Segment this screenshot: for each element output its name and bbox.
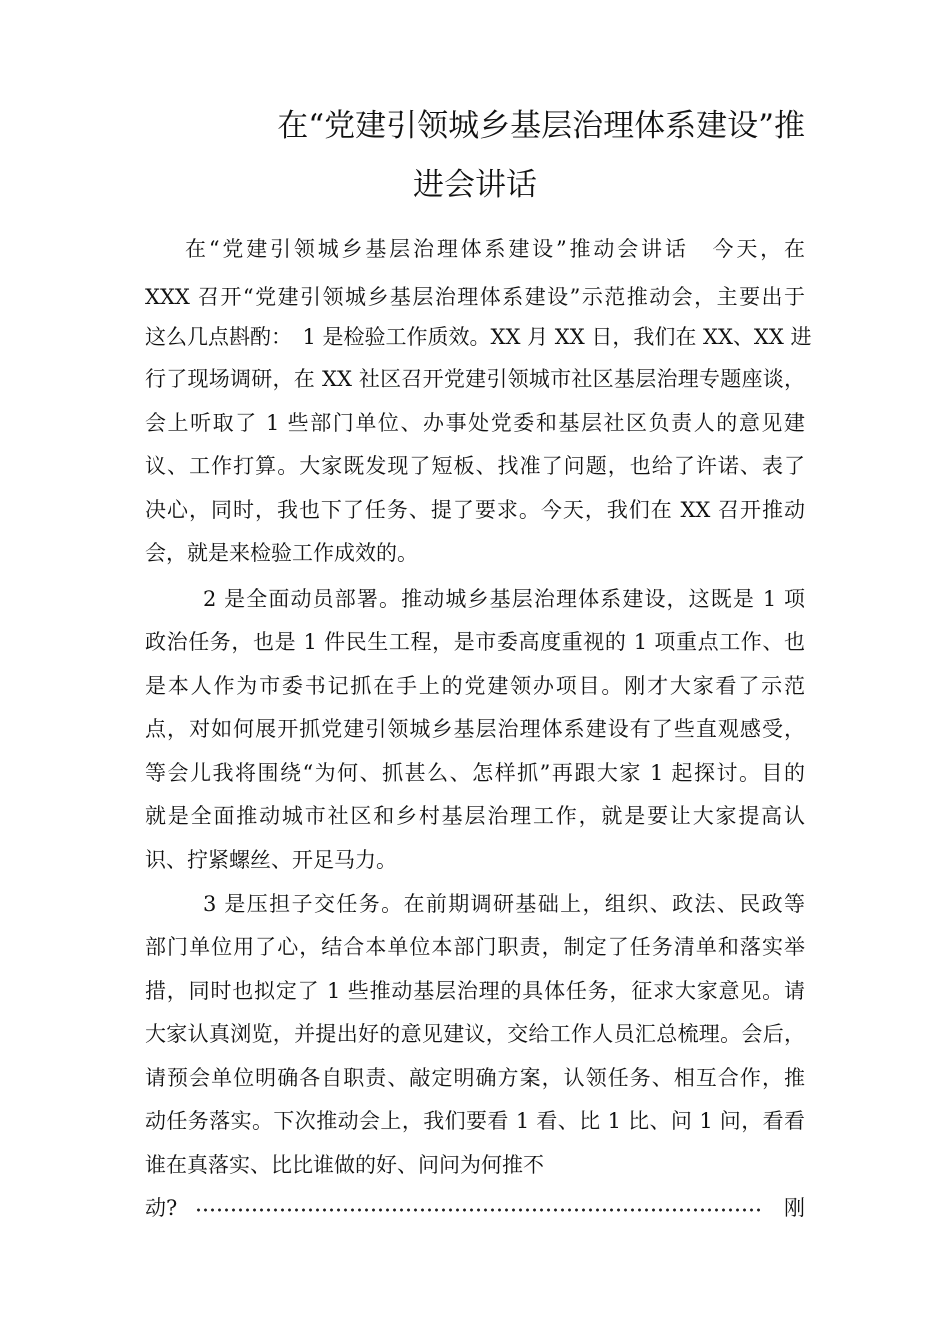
paragraph-2-line-5: 等会儿我将围绕“为何、抓甚么、怎样抓”再跟大家 1 起探讨。目的: [145, 761, 805, 785]
paragraph-1-line-5: 会上听取了 1 些部门单位、办事处党委和基层社区负责人的意见建: [145, 411, 805, 435]
paragraph-3-line-6: 动任务落实。下次推动会上，我们要看 1 看、比 1 比、问 1 问，看看: [145, 1109, 805, 1133]
document-title-line-2: 进会讲话: [413, 167, 537, 203]
dot-leader: [195, 1208, 762, 1212]
paragraph-2-line-4: 点，对如何展开抓党建引领城乡基层治理体系建设有了些直观感受，: [145, 717, 805, 741]
paragraph-1-line-3: 这么几点斟酌： 1 是检验工作质效。XX 月 XX 日，我们在 XX、XX 进: [145, 325, 812, 349]
paragraph-3-line-1: 3 是压担子交任务。在前期调研基础上，组织、政法、民政等: [203, 892, 805, 916]
paragraph-2-line-2: 政治任务，也是 1 件民生工程，是市委高度重视的 1 项重点工作、也: [145, 630, 805, 654]
paragraph-1-line-7: 决心，同时，我也下了任务、提了要求。今天，我们在 XX 召开推动: [145, 498, 805, 522]
paragraph-2-line-3: 是本人作为市委书记抓在手上的党建领办项目。刚才大家看了示范: [145, 674, 805, 698]
paragraph-2-line-7: 识、拧紧螺丝、开足马力。: [145, 848, 397, 872]
paragraph-3-line-3: 措，同时也拟定了 1 些推动基层治理的具体任务，征求大家意见。请: [145, 979, 805, 1003]
document-title-line-1: 在“党建引领城乡基层治理体系建设”推: [277, 108, 805, 144]
paragraph-2-line-6: 就是全面推动城市社区和乡村基层治理工作，就是要让大家提高认: [145, 804, 805, 828]
paragraph-3-line-5: 请预会单位明确各自职责、敲定明确方案，认领任务、相互合作，推: [145, 1066, 805, 1090]
paragraph-1-line-2: XXX 召开“党建引领城乡基层治理体系建设”示范推动会，主要出于: [145, 285, 805, 309]
final-line-start: 动?: [145, 1196, 178, 1220]
paragraph-3-line-4: 大家认真浏览，并提出好的意见建议，交给工作人员汇总梳理。会后，: [145, 1022, 805, 1046]
paragraph-1-line-6: 议、工作打算。大家既发现了短板、找准了问题，也给了许诺、表了: [145, 454, 805, 478]
paragraph-2-line-1: 2 是全面动员部署。推动城乡基层治理体系建设，这既是 1 项: [203, 587, 805, 611]
paragraph-1-line-4: 行了现场调研，在 XX 社区召开党建引领城市社区基层治理专题座谈，: [145, 367, 805, 391]
paragraph-1-line-8: 会，就是来检验工作成效的。: [145, 541, 418, 565]
paragraph-3-line-2: 部门单位用了心，结合本单位本部门职责，制定了任务清单和落实举: [145, 935, 805, 959]
paragraph-1-line-1: 在“党建引领城乡基层治理体系建设”推动会讲话 今天，在: [185, 237, 805, 261]
final-line: [145, 1193, 805, 1223]
paragraph-3-line-7: 谁在真落实、比比谁做的好、问问为何推不: [145, 1153, 544, 1177]
final-line-end: 刚: [784, 1196, 805, 1220]
